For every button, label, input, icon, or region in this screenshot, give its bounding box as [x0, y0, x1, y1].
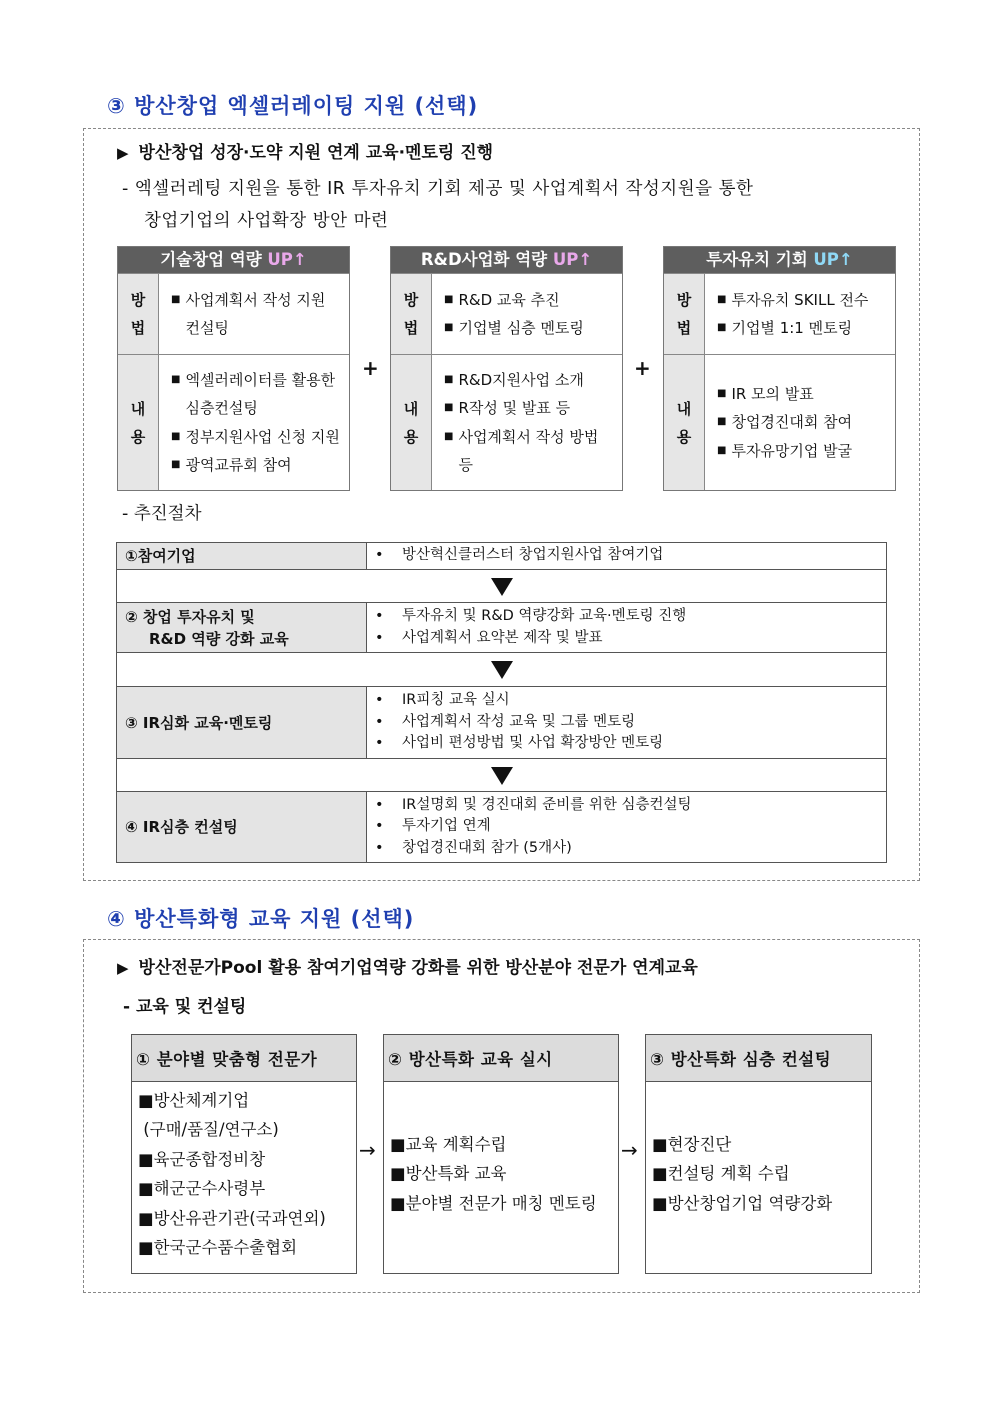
method-label: 방 법 — [664, 274, 705, 354]
content-row — [118, 354, 349, 490]
down-arrow-icon — [491, 767, 513, 785]
step-label — [117, 792, 367, 862]
content-item — [171, 451, 343, 480]
bullet-dot-icon: • — [375, 839, 384, 856]
content-item — [717, 408, 889, 437]
box-item: ■방산유관기관(국과연외) — [138, 1208, 326, 1228]
step-label-line: ③ IR심화 교육·멘토링 — [125, 713, 273, 732]
procedure-label: - 추진절차 — [122, 504, 202, 524]
procedure-step — [116, 791, 887, 863]
step-item-text: IR피칭 교육 실시 — [402, 692, 510, 709]
box-items — [132, 1082, 356, 1266]
square-bullet-icon: ■ — [171, 430, 181, 442]
content-item-text: 사업계획서 작성 방법 등 — [458, 427, 599, 474]
box-title: ③ 방산특화 심층 컨설팅 — [646, 1035, 871, 1082]
box-items — [384, 1082, 618, 1266]
down-arrow-icon — [491, 578, 513, 596]
method-item — [171, 314, 343, 343]
card-title-text: 투자유치 기회 — [706, 250, 814, 269]
content-item — [171, 394, 343, 423]
content-content — [705, 355, 895, 490]
square-bullet-icon: ■ — [444, 322, 454, 333]
flow-arrow-row — [116, 570, 887, 602]
step-item — [375, 712, 878, 734]
bullet-dot-icon: • — [375, 608, 384, 624]
method-item — [444, 314, 616, 343]
method-item-text: 기업별 심층 멘토링 — [458, 319, 584, 337]
method-content — [159, 274, 349, 354]
section4-sub: - 교육 및 컨설팅 — [123, 997, 247, 1017]
method-item-text: 컨설팅 — [185, 319, 229, 337]
method-label: 방 법 — [391, 274, 432, 354]
box-item: ■육군종합정비창 — [138, 1149, 266, 1169]
box-items — [646, 1082, 871, 1266]
content-item-text: IR 모의 발표 — [731, 384, 814, 403]
method-item-text: 기업별 1:1 멘토링 — [731, 319, 853, 337]
box-item: (구매/품질/연구소) — [138, 1120, 279, 1139]
consulting-box — [645, 1034, 872, 1274]
card-title-text: R&D사업화 역량 — [420, 250, 553, 269]
down-arrow-icon — [491, 661, 513, 679]
triangle-marker-icon: ▶ — [117, 959, 129, 977]
box-item: ■교육 계획수립 — [390, 1134, 507, 1154]
step-item — [375, 690, 878, 712]
section4-heading — [117, 953, 698, 978]
section3-description — [122, 173, 902, 237]
content-item-text: 정부지원사업 신청 지원 — [185, 427, 340, 446]
section3-heading-text: 방산창업 성장·도약 지원 연계 교육·멘토링 진행 — [138, 143, 494, 163]
method-row — [118, 273, 349, 354]
up-arrow-badge: UP↑ — [552, 250, 593, 269]
square-bullet-icon: ■ — [717, 444, 727, 456]
step-label — [117, 687, 367, 758]
box-title: ① 분야별 맞춤형 전문가 — [132, 1035, 356, 1082]
method-item — [717, 314, 889, 343]
card-title — [664, 247, 895, 273]
method-row — [664, 273, 895, 354]
box-item: ■분야별 전문가 매칭 멘토링 — [390, 1193, 597, 1213]
step-item-text: 창업경진대회 참가 (5개사) — [402, 839, 572, 856]
content-content — [159, 355, 349, 490]
description-line-2: 창업기업의 사업확장 방안 마련 — [144, 211, 389, 231]
step-item — [375, 816, 878, 838]
content-row — [664, 354, 895, 490]
expert-matching-box — [131, 1034, 357, 1274]
card-title — [391, 247, 622, 273]
content-content — [432, 355, 622, 490]
bullet-dot-icon: • — [375, 629, 384, 646]
bullet-dot-icon: • — [375, 713, 384, 730]
square-bullet-icon: ■ — [717, 293, 727, 305]
step-item-text: 사업계획서 작성 교육 및 그룹 멘토링 — [402, 713, 636, 730]
square-bullet-icon: ■ — [717, 416, 727, 428]
description-line-1: - 엑셀러레팅 지원을 통한 IR 투자유치 기회 제공 및 사업계획서 작성지원을 통한 — [122, 179, 754, 199]
content-item-text: 투자유망기업 발굴 — [731, 441, 853, 460]
section3-heading — [117, 138, 493, 163]
procedure-step — [116, 542, 887, 570]
education-box — [383, 1034, 619, 1274]
step-item — [375, 545, 878, 567]
content-item — [171, 366, 343, 395]
step-items — [367, 543, 886, 569]
method-label: 방 법 — [118, 274, 159, 354]
flow-arrow-row — [116, 759, 887, 791]
square-bullet-icon: ■ — [171, 459, 181, 470]
method-item-text: R&D 교육 추진 — [458, 290, 560, 309]
step-item-text: 방산혁신클러스터 창업지원사업 참여기업 — [402, 547, 664, 564]
card-title — [118, 247, 349, 273]
content-item — [444, 394, 616, 423]
tech-startup-card — [117, 246, 350, 491]
content-item-text: 엑셀러레이터를 활용한 — [185, 370, 336, 389]
square-bullet-icon: ■ — [717, 322, 727, 333]
method-item — [444, 286, 616, 315]
procedure-step — [116, 686, 887, 759]
square-bullet-icon: ■ — [444, 402, 454, 413]
box-item: ■한국군수품수출협회 — [138, 1238, 298, 1257]
content-label: 내 용 — [664, 355, 705, 490]
square-bullet-icon: ■ — [717, 387, 727, 399]
step-item-text: 사업비 편성방법 및 사업 확장방안 멘토링 — [402, 735, 664, 752]
step-item-text: 투자기업 연계 — [402, 818, 491, 835]
bullet-dot-icon: • — [375, 818, 384, 835]
content-item-text: 심층컨설팅 — [185, 399, 258, 417]
content-item-text: 창업경진대회 참여 — [731, 413, 853, 432]
step-item — [375, 606, 878, 628]
square-bullet-icon: ■ — [171, 293, 181, 305]
square-bullet-icon: ■ — [444, 373, 454, 385]
content-label: 내 용 — [391, 355, 432, 490]
step-label — [117, 603, 367, 652]
content-item — [171, 423, 343, 452]
step-label-line: ④ IR심층 컨설팅 — [125, 818, 238, 836]
step-item-text: 사업계획서 요약본 제작 및 발표 — [402, 629, 603, 646]
step-item — [375, 628, 878, 650]
up-arrow-badge: UP↑ — [813, 250, 853, 269]
step-item-text: IR설명회 및 경진대회 준비를 위한 심층컨설팅 — [402, 796, 692, 813]
box-item: ■컨설팅 계획 수립 — [652, 1164, 790, 1184]
box-item: ■방산창업기업 역량강화 — [652, 1193, 833, 1213]
content-item-text: R작성 및 발표 등 — [458, 399, 571, 417]
step-label — [117, 543, 367, 569]
step-label-line: R&D 역량 강화 교육 — [149, 629, 289, 648]
box-item: ■방산특화 교육 — [390, 1164, 507, 1184]
box-item: ■현장진단 — [652, 1134, 732, 1154]
right-arrow-icon: → — [359, 1138, 376, 1162]
method-content — [705, 274, 895, 354]
flow-arrow-row — [116, 653, 887, 686]
plus-sign: + — [362, 356, 379, 380]
step-items — [367, 792, 886, 862]
step-item — [375, 795, 878, 817]
method-item-text: 사업계획서 작성 지원 — [185, 290, 326, 309]
bullet-dot-icon: • — [375, 796, 384, 813]
content-item — [717, 380, 889, 409]
box-title: ② 방산특화 교육 실시 — [384, 1035, 618, 1082]
method-item-text: 투자유치 SKILL 전수 — [731, 290, 869, 309]
step-items — [367, 603, 886, 652]
right-arrow-icon: → — [621, 1138, 638, 1162]
method-item — [717, 286, 889, 315]
investment-card — [663, 246, 896, 491]
procedure-step — [116, 602, 887, 653]
section3-title: ③ 방산창업 엑셀러레이팅 지원 (선택) — [107, 94, 479, 118]
square-bullet-icon: ■ — [444, 430, 454, 442]
bullet-dot-icon: • — [375, 692, 384, 709]
step-item — [375, 838, 878, 860]
bullet-dot-icon: • — [375, 547, 384, 564]
triangle-marker-icon: ▶ — [117, 144, 129, 162]
content-row — [391, 354, 622, 490]
square-bullet-icon: ■ — [171, 373, 181, 385]
content-item — [444, 423, 616, 480]
step-label-line: ①참여기업 — [125, 547, 196, 565]
content-item-text: R&D지원사업 소개 — [458, 370, 584, 389]
rnd-commercialization-card — [390, 246, 623, 491]
method-row — [391, 273, 622, 354]
step-item-text: 투자유치 및 R&D 역량강화 교육·멘토링 진행 — [402, 608, 687, 624]
square-bullet-icon: ■ — [444, 293, 454, 305]
method-content — [432, 274, 622, 354]
card-title-text: 기술창업 역량 — [160, 250, 268, 269]
up-arrow-badge: UP↑ — [267, 250, 307, 269]
box-item: ■방산체계기업 — [138, 1090, 250, 1110]
content-item-text: 광역교류회 참여 — [185, 456, 292, 474]
step-label-line: ② 창업 투자유치 및 — [125, 607, 255, 626]
content-item — [444, 366, 616, 395]
section4-title: ④ 방산특화형 교육 지원 (선택) — [107, 907, 415, 931]
step-items — [367, 687, 886, 758]
plus-sign: + — [634, 356, 651, 380]
content-label: 내 용 — [118, 355, 159, 490]
content-item — [717, 437, 889, 466]
bullet-dot-icon: • — [375, 735, 384, 752]
step-item — [375, 733, 878, 755]
method-item — [171, 286, 343, 315]
section4-heading-text: 방산전문가Pool 활용 참여기업역량 강화를 위한 방산분야 전문가 연계교육 — [138, 958, 698, 978]
box-item: ■해군군수사령부 — [138, 1179, 266, 1198]
